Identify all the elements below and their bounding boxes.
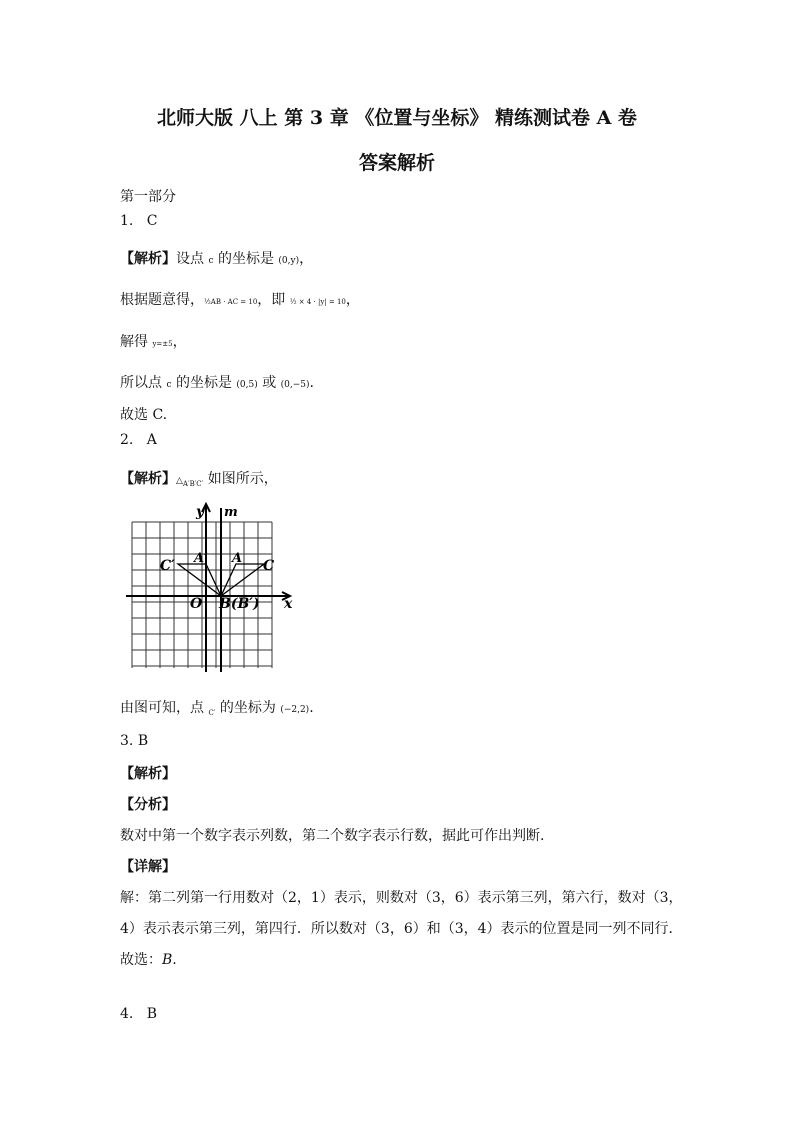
q1-choose: 故选 C.	[120, 407, 168, 423]
q4-answer	[120, 1006, 157, 1022]
q2-analysis-line2	[120, 697, 314, 717]
text: .	[172, 952, 177, 968]
text: 解得	[120, 334, 153, 350]
text: 如图所示，	[203, 471, 278, 487]
q4-choice: B	[146, 1006, 158, 1022]
math-coord: (0,y)	[278, 256, 300, 266]
q1-choice: C	[146, 213, 158, 229]
label-o: O	[190, 596, 203, 612]
math-coord: (0,−5)	[280, 380, 310, 390]
label-c: C	[263, 558, 275, 574]
q2-number: 2.	[120, 432, 134, 448]
q3-choice: B	[137, 733, 149, 749]
math-coord: (−2,2)	[280, 705, 310, 715]
math-var: B	[162, 952, 173, 968]
math-equation: ½ × 4 · |y| = 10	[289, 298, 346, 306]
q1-analysis-line2	[120, 289, 360, 309]
text: 由图可知，点	[120, 700, 209, 716]
q2-analysis-line1	[120, 468, 278, 488]
part-label: 第一部分	[120, 189, 176, 205]
q3-fenxi-tag: 【分析】	[120, 797, 176, 813]
text: ，即	[257, 292, 290, 308]
document-title: 北师大版 八上 第 3 章 《位置与坐标》 精练测试卷 A 卷	[157, 107, 637, 129]
text: ，	[172, 334, 187, 350]
q1-analysis-line3	[120, 331, 187, 351]
text: 根据题意得，	[120, 292, 204, 308]
q1-analysis-line4	[120, 372, 314, 392]
math-var: c	[166, 380, 172, 390]
label-a-prime: A′	[194, 551, 208, 566]
text: ，	[299, 251, 314, 267]
text: 设点	[176, 251, 209, 267]
label-b: B(B′)	[219, 596, 260, 612]
q3-detail-tag: 【详解】	[120, 859, 176, 875]
q2-choice: A	[146, 432, 157, 448]
q2-answer	[120, 432, 157, 448]
q1-answer	[120, 213, 157, 229]
q3-detail-line1: 解：第二列第一行用数对（2，1）表示，则数对（3，6）表示第三列，第六行，数对（3，	[120, 890, 683, 906]
q3-analysis-tag: 【解析】	[120, 766, 176, 782]
q1-analysis-line1	[120, 248, 313, 268]
math-equation: y=±5	[152, 340, 173, 348]
math-sub: C′	[208, 709, 216, 717]
text: ，	[345, 292, 360, 308]
q3-number: 3.	[120, 733, 134, 749]
triangle-symbol: △	[176, 476, 183, 486]
math-sub: A′B′C′	[182, 480, 204, 488]
q3-fenxi-text: 数对中第一个数字表示列数，第二个数字表示行数，据此可作出判断.	[120, 828, 545, 844]
q3-choose	[120, 949, 177, 969]
math-coord: (0,5)	[236, 380, 258, 390]
q1-number: 1.	[120, 213, 134, 229]
q3-answer	[120, 733, 148, 749]
q4-number: 4.	[120, 1006, 134, 1022]
text: 所以点	[120, 375, 167, 391]
document-subtitle: 答案解析	[358, 152, 435, 174]
label-y: y	[196, 504, 205, 520]
q3-detail-line2: 4）表示表示第三列，第四行．所以数对（3，6）和（3，4）表示的位置是同一列不同行．	[120, 921, 683, 937]
text: 的坐标是	[213, 251, 279, 267]
label-c-prime: C′	[160, 558, 175, 574]
math-equation: ½AB · AC = 10	[204, 298, 258, 306]
coordinate-figure	[126, 502, 298, 676]
text: .	[309, 375, 314, 391]
text: 故选：	[120, 952, 162, 968]
text: 的坐标为	[215, 700, 281, 716]
text: 或	[257, 375, 281, 391]
label-a: A	[232, 551, 243, 566]
text: 的坐标是	[171, 375, 237, 391]
text: .	[309, 700, 314, 716]
label-m: m	[224, 505, 238, 520]
analysis-tag: 【解析】	[120, 471, 176, 487]
triangle-a-prime-b-prime-c-prime	[178, 564, 221, 596]
label-x: x	[284, 596, 293, 612]
math-var: c	[208, 256, 214, 266]
analysis-tag: 【解析】	[120, 251, 176, 267]
